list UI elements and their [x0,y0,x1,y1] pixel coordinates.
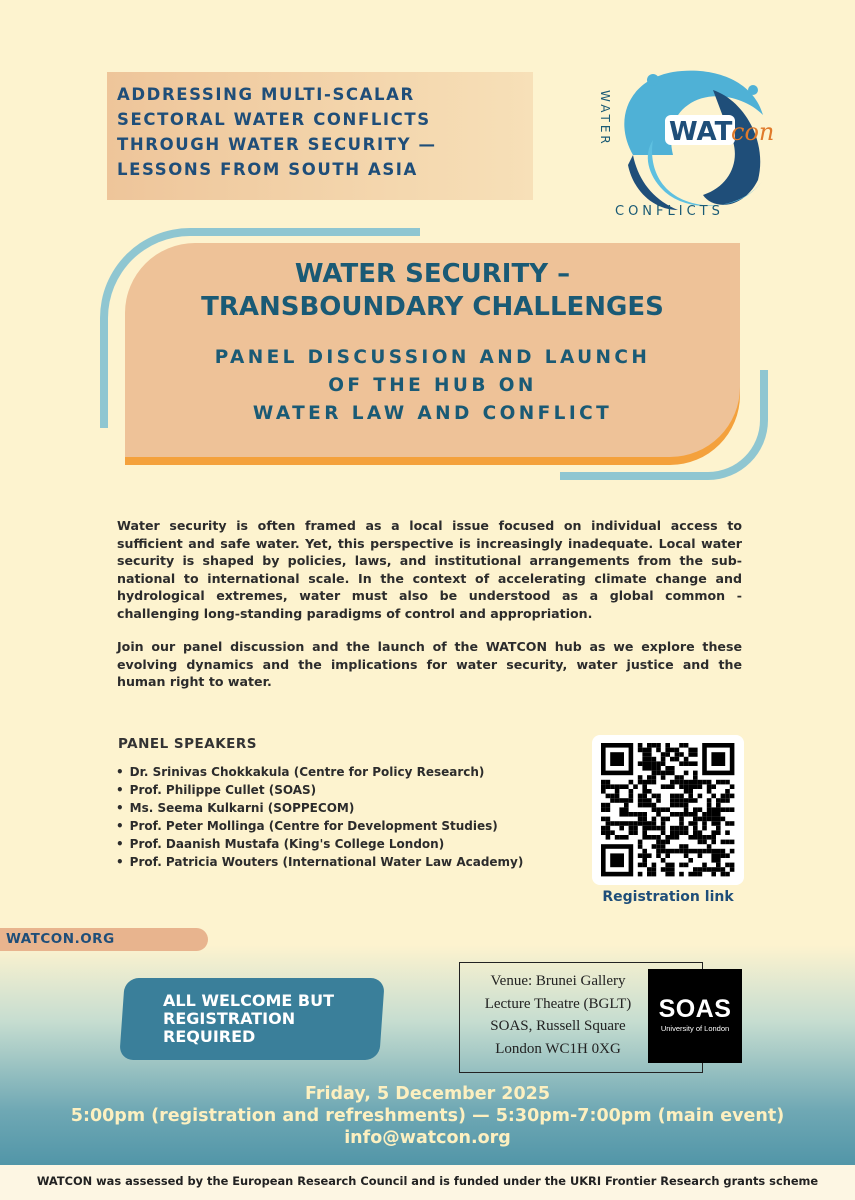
website-link[interactable]: WATCON.ORG [6,931,115,947]
event-time: 5:00pm (registration and refreshments) — 5:30pm-7:00pm (main event) [70,1106,785,1126]
soas-logo: SOAS University of London [648,969,742,1063]
speakers-list [116,763,523,871]
speaker-item: • Prof. Philippe Cullet (SOAS) [116,781,523,799]
event-title: WATER SECURITY – TRANSBOUNDARY CHALLENGES [201,259,664,322]
registration-link[interactable]: Registration link [602,889,734,905]
contact-email[interactable]: info@watcon.org [344,1128,511,1148]
logo-wat-text: WAT [669,117,733,147]
speaker-item: • Dr. Srinivas Chokkakula (Centre for Policy Research) [116,763,523,781]
welcome-text: ALL WELCOME BUT REGISTRATION REQUIRED [163,991,334,1046]
logo-water-text: WATER [598,90,612,147]
speakers-heading: PANEL SPEAKERS [118,736,258,752]
logo-splash-dark [703,90,760,205]
event-date: Friday, 5 December 2025 [304,1084,551,1104]
speaker-item: • Prof. Peter Mollinga (Centre for Development Studies) [116,817,523,835]
event-subtitle: PANEL DISCUSSION AND LAUNCH OF THE HUB ON WATER LAW AND CONFLICT [214,347,651,424]
registration-qr-code[interactable] [592,735,744,885]
speaker-item: • Prof. Patricia Wouters (International Water Law Academy) [116,853,523,871]
funding-note: WATCON was assessed by the European Research Council and is funded under the UKRI Frontier Research grants scheme [36,1174,819,1188]
qr-code-icon [592,735,744,885]
logo-conflicts-text: CONFLICTS [615,204,724,219]
description-paragraph-2: Join our panel discussion and the launch of the WATCON hub as we explore these evolving dynamics and the implications for water security, water justice and the human right to water. [117,639,742,689]
logo-con-text: con [731,118,775,146]
speaker-item: • Prof. Daanish Mustafa (King's College London) [116,835,523,853]
watcon-logo [593,60,793,230]
event-description [117,517,742,707]
description-paragraph-1: Water security is often framed as a local issue focused on individual access to sufficient and safe water. Yet, this perspective is increasingly inadequate. Local water security is shaped by policies, laws, and institutional arrangements from the sub-national to international scale. In the context of accelerating climate change and hydrological extremes, water must also be understood as a global common - challenging long-standing paradigms of control and appropriation. [117,518,742,621]
speaker-item: • Ms. Seema Kulkarni (SOPPECOM) [116,799,523,817]
event-datetime [0,1083,855,1149]
venue-details: Venue: Brunei Gallery Lecture Theatre (BGLT) SOAS, Russell Square London WC1H 0XG [484,973,632,1057]
project-subtitle: ADDRESSING MULTI-SCALAR SECTORAL WATER CONFLICTS THROUGH WATER SECURITY — LESSONS FROM SOUTH ASIA [117,85,437,179]
